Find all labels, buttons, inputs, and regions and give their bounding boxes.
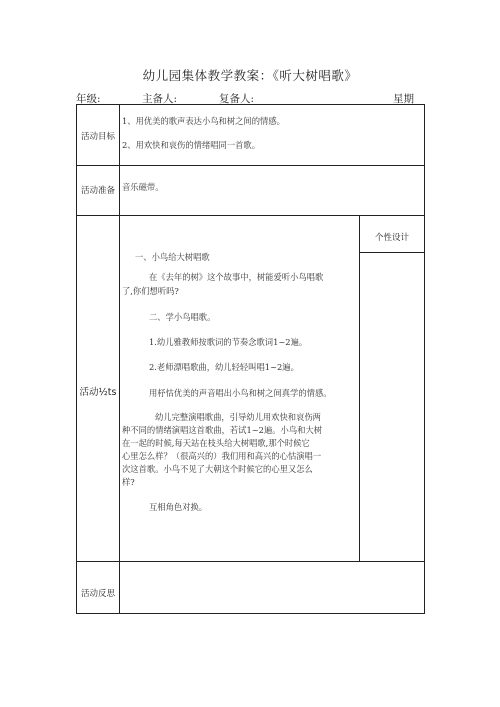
goal-line-1: 1、用优美的歌声表达小鸟和树之间的情感。 [122,116,285,126]
process-p3: 二、学小鸟唱歌。 [149,312,216,322]
process-p7-line-3: 在一起的时候,每天站在枝头给大树唱歌,那个时候它 [122,438,310,448]
process-p5: 2.老师漂唱歌曲，幼儿轻轻叫唱1~2遍。 [149,362,299,372]
process-p8: 互相角色对换。 [149,502,208,512]
goal-line-2: 2、用欢快和哀伤的情绪唱同一首歌。 [122,140,261,150]
process-p6: 用杼怙优美的声音唱出小鸟和树之间真学的情感。 [149,388,332,398]
process-label: 活动½ts [79,387,117,398]
weekday-label: 星期 [393,93,414,105]
grade-label: 年级: [76,93,101,105]
process-p7-line-5: 次这首歌。小鸟不见了大朝这个时候它的心里又怎么 [122,464,313,474]
reflect-label: 活动反思 [80,589,115,599]
process-p4: 1.幼儿雅教师按歌词的节奏念歌词1~2遍。 [149,337,308,347]
process-p7-line-1: 幼儿完整演唱歌曲，引导幼儿用欢快和哀伤两 [155,412,321,422]
personal-design-header: 个性设计 [374,233,409,243]
goal-label: 活动目标 [80,132,115,142]
prep-text: 音乐磁带。 [122,182,164,192]
lead-preparer-label: 主备人: [142,93,178,105]
co-preparer-label: 复备人: [219,93,255,105]
page-title: 幼儿园集体教学教案：《听大树唱歌》 [142,68,358,83]
process-p7-line-4: 心里怎么样？（很高兴的）我们用和高兴的心怙演唱一 [122,451,322,461]
process-p2a: 在《去年的树》这个故事中，树能爱听小鸟唱歌 [149,272,324,282]
process-p1: 一、小鸟给大树唱歌 [135,252,210,262]
process-p2b: 了,你们想听吗? [122,286,179,296]
prep-label: 活动准备 [80,186,115,196]
process-p7-line-6: 样? [122,477,135,487]
lesson-plan-table [76,104,425,614]
process-p7-line-2: 种不同的情绪演唱这首歌曲，若试1~2遍。小鸟和大树 [122,425,323,435]
